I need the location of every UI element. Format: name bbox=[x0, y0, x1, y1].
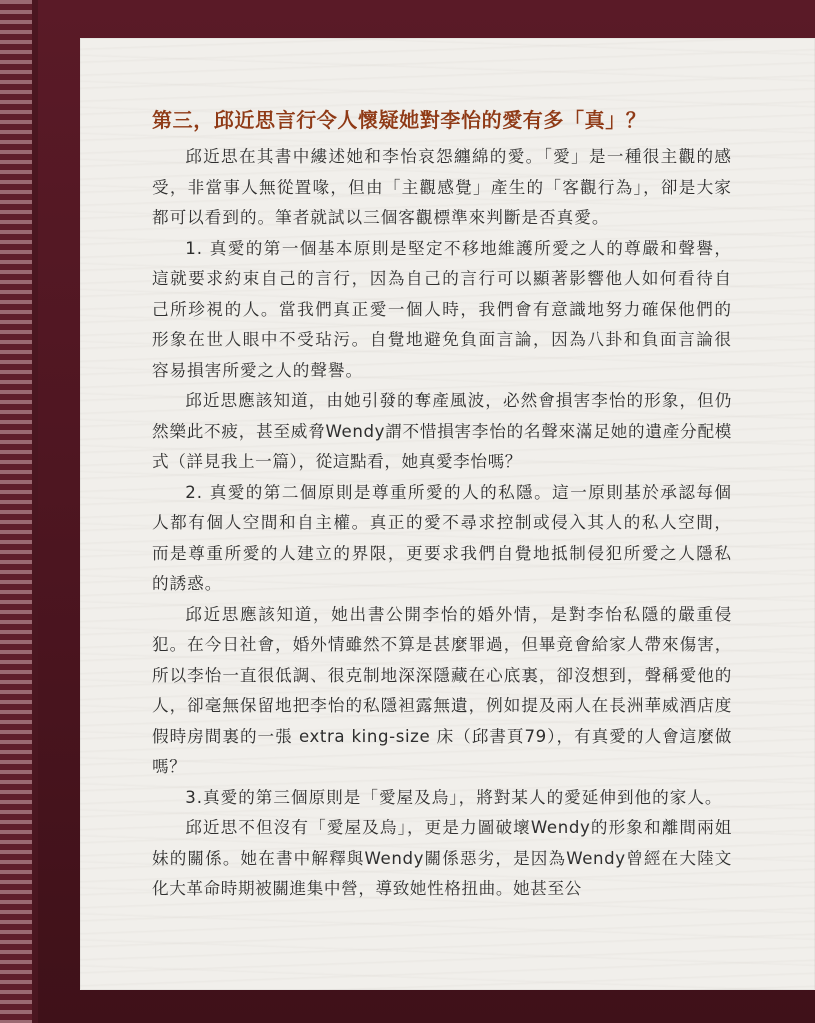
paragraph-7: 邱近思不但沒有「愛屋及烏」，更是力圖破壞Wendy的形象和離間兩姐妹的關係。她在書中解釋與Wendy關係惡劣，是因為Wendy曾經在大陸文化大革命時期被關進集中營，導致她性格扭曲。她甚至公 bbox=[152, 818, 732, 898]
paragraph-3: 邱近思應該知道，由她引發的奪產風波，必然會損害李怡的形象，但仍然樂此不疲，甚至威脅Wendy謂不惜損害李怡的名聲來滿足她的遺產分配模式（詳見我上一篇），從這點看，她真愛李怡嗎？ bbox=[152, 391, 732, 471]
paragraph-2: 1. 真愛的第一個基本原則是堅定不移地維護所愛之人的尊嚴和聲譽，這就要求約束自己的言行，因為自己的言行可以顯著影響他人如何看待自己所珍視的人。當我們真正愛一個人時，我們會有意識地努力確保他們的形象在世人眼中不受玷污。自覺地避免負面言論，因為八卦和負面言論很容易損害所愛之人的聲譽。 bbox=[152, 238, 732, 380]
paragraph-5: 邱近思應該知道，她出書公開李怡的婚外情，是對李怡私隱的嚴重侵犯。在今日社會，婚外情雖然不算是甚麼罪過，但畢竟會給家人帶來傷害，所以李怡一直很低調、很克制地深深隱藏在心底裏，卻沒想到，聲稱愛他的人，卻毫無保留地把李怡的私隱袒露無遺，例如提及兩人在長洲華威酒店度假時房間裏的一張 extra king-size 床（邱書頁79），有真愛的人會這麼做嗎？ bbox=[152, 604, 732, 776]
paragraph-6: 3.真愛的第三個原則是「愛屋及烏」，將對某人的愛延伸到他的家人。 bbox=[185, 787, 723, 807]
paper-page bbox=[80, 38, 815, 990]
section-heading: 第三，邱近思言行令人懷疑她對李怡的愛有多「真」？ bbox=[152, 108, 647, 132]
left-decorative-strip bbox=[0, 0, 38, 1023]
paragraph-1: 邱近思在其書中縷述她和李怡哀怨纏綿的愛。「愛」是一種很主觀的感受，非當事人無從置喙，但由「主觀感覺」產生的「客觀行為」，卻是大家都可以看到的。筆者就試以三個客觀標準來判斷是否真愛。 bbox=[152, 147, 732, 227]
paragraph-4: 2. 真愛的第二個原則是尊重所愛的人的私隱。這一原則基於承認每個人都有個人空間和自主權。真正的愛不尋求控制或侵入其人的私人空間，而是尊重所愛的人建立的界限，更要求我們自覺地抵制侵犯所愛之人隱私的誘惑。 bbox=[152, 482, 732, 593]
article-content bbox=[152, 106, 732, 905]
